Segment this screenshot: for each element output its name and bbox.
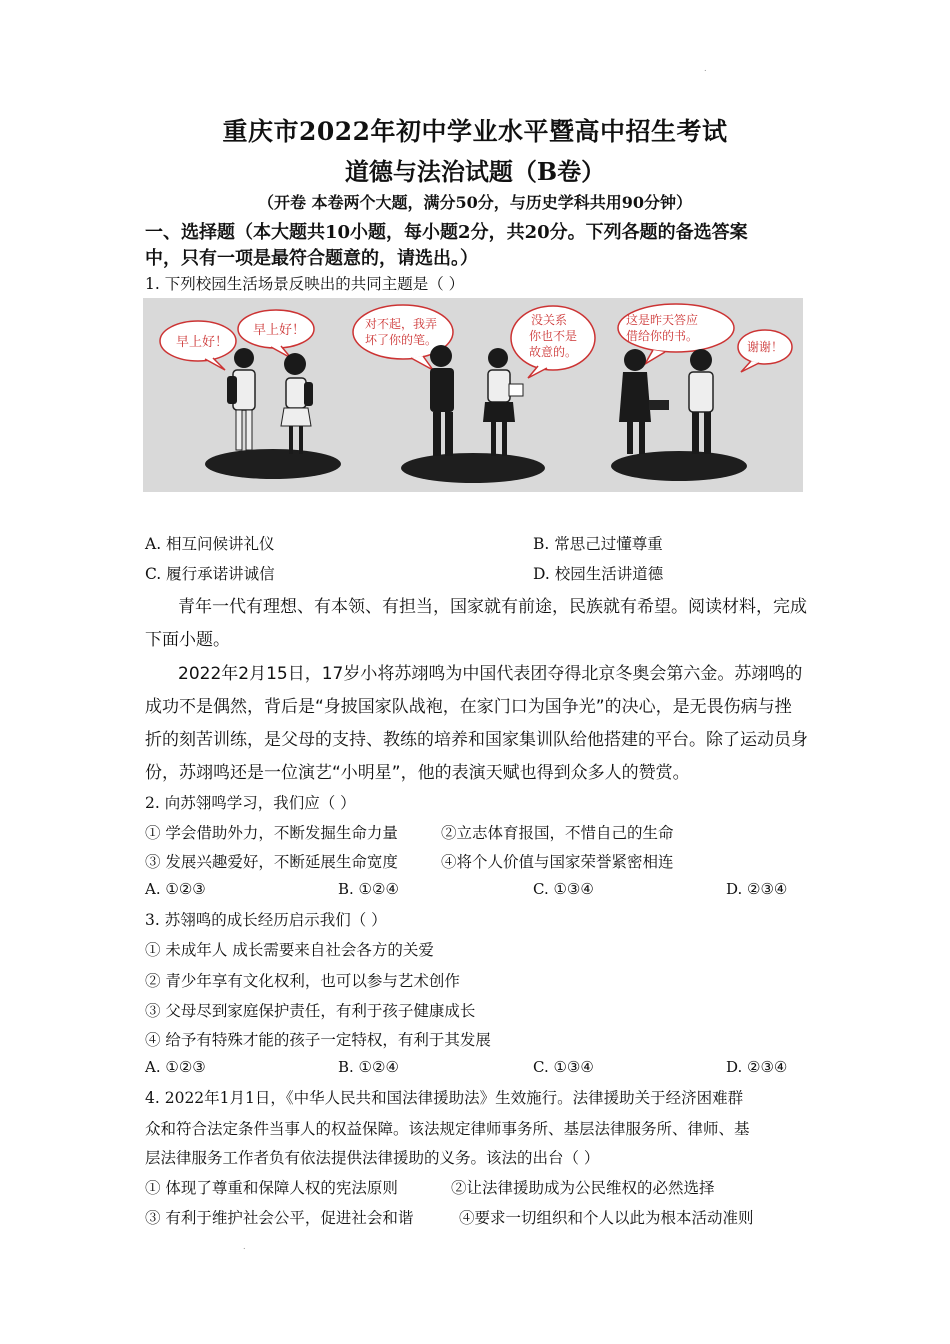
q1-option-c: C. 履行承诺讲诚信 [145,565,275,583]
question-4-stem-cont: 众和符合法定条件当事人的权益保障。该法规定律师事务所、基层法律服务所、律师、基 [145,1120,750,1138]
exam-title: 重庆市2022年初中学业水平暨高中招生考试 [222,117,728,146]
scan-speck: . [243,1242,246,1251]
bubble-text: 这是昨天答应 [626,313,699,327]
q2-statement-2: ②立志体育报国，不惜自己的生命 [441,824,674,842]
q1-option-b: B. 常思己过懂尊重 [533,535,663,553]
section-heading-cont: 中，只有一项是最符合题意的，请选出。） [145,248,478,269]
q2-statement-3: ③ 发展兴趣爱好，不断延展生命宽度 [145,853,398,871]
section-heading: 一、选择题（本大题共10小题，每小题2分，共20分。下列各题的备选答案 [145,222,748,243]
bubble-text: 谢谢！ [747,340,784,354]
material-paragraph: 折的刻苦训练，是父母的支持、教练的培养和国家集训队给他搭建的平台。除了运动员身 [145,730,808,750]
q4-statement-3: ③ 有利于维护社会公平，促进社会和谐 [145,1209,414,1227]
material-paragraph: 2022年2月15日，17岁小将苏翊鸣为中国代表团夺得北京冬奥会第六金。苏翊鸣的 [178,664,803,684]
q3-option-b: B. ①②④ [338,1058,399,1076]
q4-statement-4: ④要求一切组织和个人以此为根本活动准则 [459,1209,754,1227]
bubble-text: 借给你的书。 [626,329,699,343]
bubble-text: 坏了你的笔。 [365,333,438,347]
material-intro: 青年一代有理想、有本领、有担当，国家就有前途，民族就有希望。阅读材料，完成 [178,597,807,617]
question-3-stem: 3. 苏翎鸣的成长经历启示我们（ ） [145,911,387,929]
q3-statement-2: ② 青少年享有文化权利，也可以参与艺术创作 [145,972,460,990]
q3-statement-4: ④ 给予有特殊才能的孩子一定特权，有利于其发展 [145,1031,491,1049]
bubble-text: 故意的。 [529,345,578,359]
campus-scenes-illustration [143,298,803,492]
exam-instructions: （开卷 本卷两个大题，满分50分，与历史学科共用90分钟） [257,193,693,212]
q3-option-d: D. ②③④ [726,1058,788,1076]
q1-option-a: A. 相互问候讲礼仪 [145,535,275,553]
material-paragraph: 份，苏翊鸣还是一位演艺“小明星”，他的表演天赋也得到众多人的赞赏。 [145,763,690,783]
scan-speck: . [704,64,707,73]
bubble-text: 早上好！ [176,335,229,350]
q4-statement-1: ① 体现了尊重和保障人权的宪法原则 [145,1179,398,1197]
bubble-text: 你也不是 [529,329,578,343]
material-intro-cont: 下面小题。 [145,630,230,650]
q4-statement-2: ②让法律援助成为公民维权的必然选择 [451,1179,715,1197]
q2-statement-4: ④将个人价值与国家荣誉紧密相连 [441,853,674,871]
q3-option-a: A. ①②③ [145,1058,206,1076]
bubble-text: 没关系 [531,313,568,327]
question-2-stem: 2. 向苏翎鸣学习，我们应（ ） [145,794,356,812]
q2-option-a: A. ①②③ [145,880,206,898]
bubble-text: 对不起，我弄 [365,317,438,331]
q3-option-c: C. ①③④ [533,1058,594,1076]
q2-option-c: C. ①③④ [533,880,594,898]
bubble-text: 早上好！ [253,323,306,338]
q2-statement-1: ① 学会借助外力，不断发掘生命力量 [145,824,398,842]
q3-statement-3: ③ 父母尽到家庭保护责任，有利于孩子健康成长 [145,1002,476,1020]
question-1-stem: 1. 下列校园生活场景反映出的共同主题是（ ） [145,275,465,293]
material-paragraph: 成功不是偶然，背后是“身披国家队战袍，在家门口为国争光”的决心，是无畏伤病与挫 [145,697,792,717]
question-4-stem: 4. 2022年1月1日，《中华人民共和国法律援助法》生效施行。法律援助关于经济困难群 [145,1089,744,1107]
exam-subtitle: 道德与法治试题（B卷） [344,157,606,186]
q3-statement-1: ① 未成年人 成长需要来自社会各方的关爱 [145,941,434,959]
question-4-stem-cont: 层法律服务工作者负有依法提供法律援助的义务。该法的出台（ ） [145,1149,600,1167]
q2-option-b: B. ①②④ [338,880,399,898]
q2-option-d: D. ②③④ [726,880,788,898]
q1-option-d: D. 校园生活讲道德 [533,565,664,583]
